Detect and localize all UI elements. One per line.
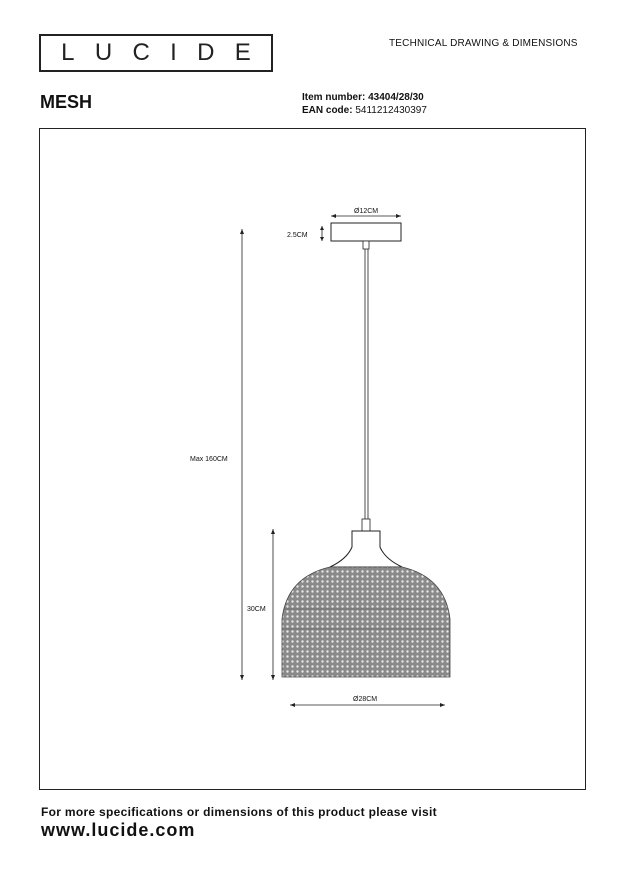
item-number-value: 43404/28/30 xyxy=(368,92,424,103)
pendant-lamp-drawing xyxy=(40,129,587,791)
logo-letter: C xyxy=(132,39,150,66)
logo-letter: D xyxy=(197,39,215,66)
item-info xyxy=(302,91,427,117)
ean-label: EAN code: xyxy=(302,105,353,116)
footer-note: For more specifications or dimensions of this product please visit xyxy=(41,805,437,819)
mesh-shade xyxy=(282,567,450,677)
document-title: TECHNICAL DRAWING & DIMENSIONS xyxy=(389,38,578,49)
logo-letter: U xyxy=(94,39,113,66)
item-number-row xyxy=(302,91,427,104)
ean-value: 5411212430397 xyxy=(355,105,427,116)
canopy-diameter-label: Ø12CM xyxy=(354,208,379,215)
lamp-holder xyxy=(362,519,370,531)
canopy xyxy=(331,223,401,241)
shade-height-label: 30CM xyxy=(247,606,266,613)
lucide-logo xyxy=(39,34,273,72)
canopy-height-label: 2.5CM xyxy=(287,232,308,239)
max-length-label: Max 160CM xyxy=(190,456,228,463)
ean-row xyxy=(302,104,427,117)
shade-neck xyxy=(330,531,402,567)
product-name: MESH xyxy=(40,92,93,112)
logo-letter: I xyxy=(170,39,177,66)
item-number-label: Item number: xyxy=(302,92,366,103)
technical-drawing-frame xyxy=(39,128,586,790)
logo-letter: L xyxy=(61,39,75,66)
footer-url-link[interactable]: www.lucide.com xyxy=(41,820,196,840)
logo-letter: E xyxy=(234,39,251,66)
canopy-connector xyxy=(363,241,369,249)
shade-diameter-label: Ø28CM xyxy=(353,696,378,703)
